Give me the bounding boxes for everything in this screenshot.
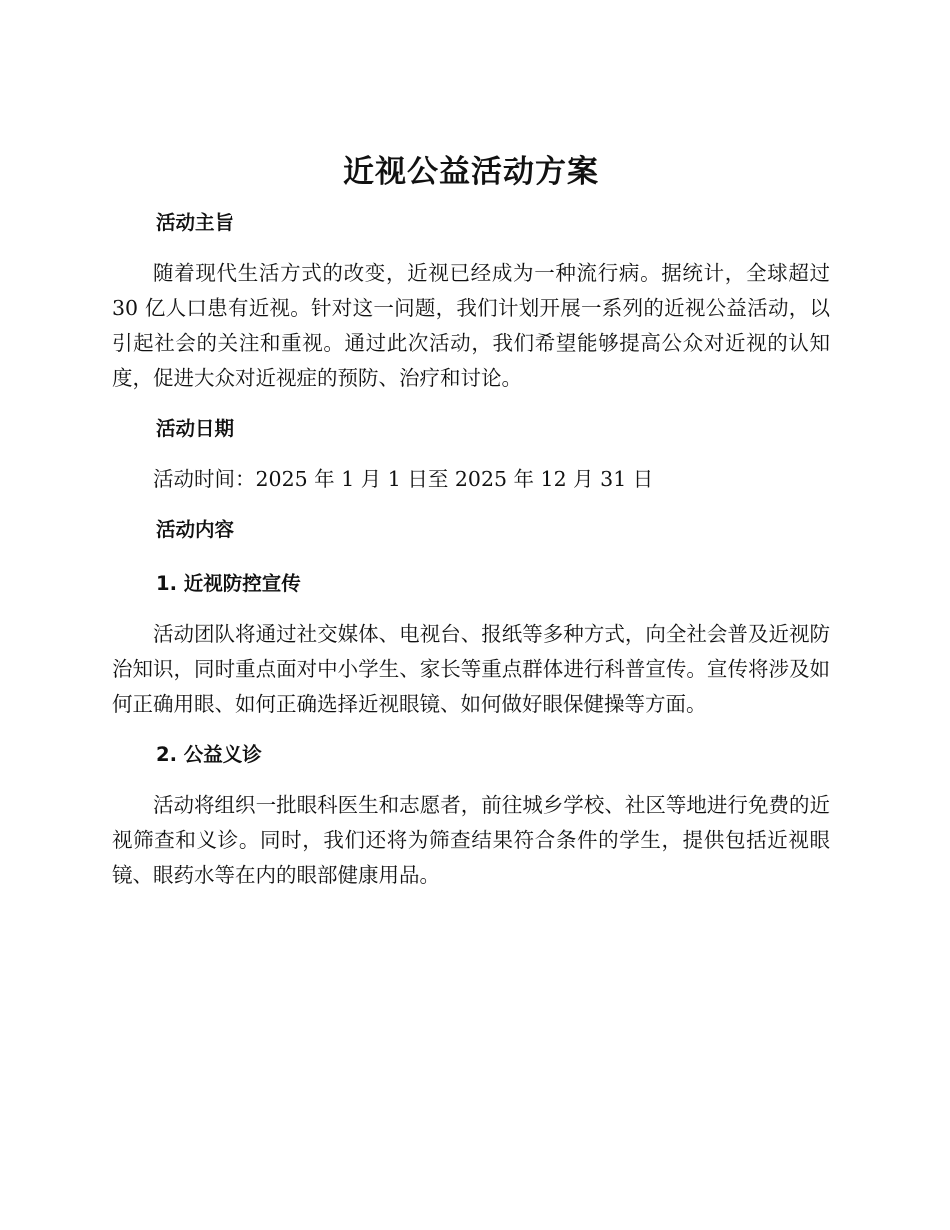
spacer — [112, 722, 830, 734]
spacer — [112, 396, 830, 408]
section-paragraph-aim: 随着现代生活方式的改变，近视已经成为一种流行病。据统计，全球超过 30 亿人口患有近视。针对这一问题，我们计划开展一系列的近视公益活动，以引起社会的关注和重视。通过此次活动，我们希望能够提高公众对近视的认知度，促进大众对近视症的预防、治疗和讨论。 — [112, 261, 830, 390]
spacer — [112, 450, 830, 462]
section-heading-content: 活动内容 — [156, 518, 235, 541]
spacer — [112, 551, 830, 563]
document-title: 近视公益活动方案 — [343, 154, 599, 190]
spacer — [112, 776, 830, 788]
section-paragraph-date: 活动时间：2025 年 1 月 1 日至 2025 年 12 月 31 日 — [153, 467, 654, 491]
subsection-heading-publicity: 1. 近视防控宣传 — [156, 572, 301, 595]
subsection-heading-free-clinic: 2. 公益义诊 — [156, 743, 262, 766]
spacer — [112, 244, 830, 256]
subsection-paragraph-publicity: 活动团队将通过社交媒体、电视台、报纸等多种方式，向全社会普及近视防治知识，同时重点面对中小学生、家长等重点群体进行科普宣传。宣传将涉及如何正确用眼、如何正确选择近视眼镜、如何做好眼保健操等方面。 — [112, 622, 830, 716]
spacer — [112, 605, 830, 617]
subsection-paragraph-free-clinic: 活动将组织一批眼科医生和志愿者，前往城乡学校、社区等地进行免费的近视筛查和义诊。同时，我们还将为筛查结果符合条件的学生，提供包括近视眼镜、眼药水等在内的眼部健康用品。 — [112, 793, 830, 887]
section-heading-aim: 活动主旨 — [156, 211, 235, 234]
spacer — [112, 497, 830, 509]
document-page — [112, 148, 830, 893]
section-heading-date: 活动日期 — [156, 417, 235, 440]
